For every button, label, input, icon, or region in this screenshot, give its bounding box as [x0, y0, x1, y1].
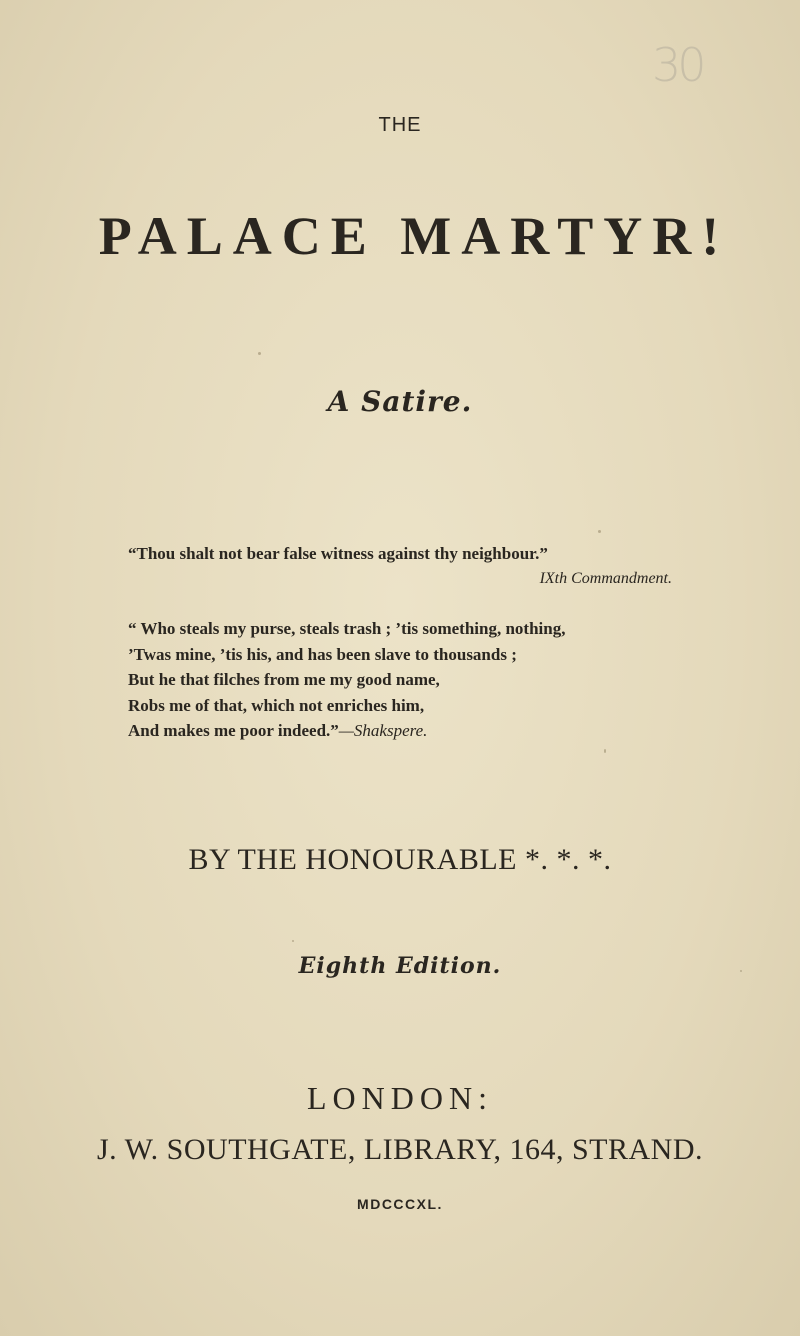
paper-speck: [740, 970, 742, 972]
edition-statement: Eighth Edition.: [298, 953, 502, 979]
epigraph-commandment-source: IXth Commandment.: [539, 570, 672, 587]
epigraph-line: “ Who steals my purse, steals trash ; ’tis something, nothing,: [128, 619, 566, 638]
paper-speck: [598, 530, 601, 533]
paper-speck: [604, 749, 606, 753]
epigraph-line: But he that filches from me my good name,: [128, 670, 440, 689]
imprint-date: MDCCCXL.: [357, 1196, 443, 1212]
heading-the: THE: [378, 114, 422, 136]
pencil-mark: 30: [652, 38, 703, 92]
paper-speck: [292, 940, 294, 942]
epigraph-shakespeare-source: —Shakspere.: [338, 721, 428, 740]
imprint-city: LONDON:: [307, 1080, 493, 1116]
paper-speck: [258, 352, 261, 355]
epigraph-shakespeare: [128, 616, 565, 744]
epigraph-commandment: “Thou shalt not bear false witness against thy neighbour.”: [128, 544, 548, 563]
book-subtitle: A Satire.: [327, 385, 473, 418]
epigraph-line: Robs me of that, which not enriches him,: [128, 695, 425, 715]
book-title: PALACE MARTYR!: [98, 206, 730, 266]
epigraph-line-last: [128, 718, 565, 744]
epigraph-line: ’Twas mine, ’tis his, and has been slave to thousands ;: [128, 644, 517, 664]
imprint-publisher: J. W. SOUTHGATE, LIBRARY, 164, STRAND.: [96, 1133, 704, 1166]
author-line: BY THE HONOURABLE *. *. *.: [188, 843, 612, 876]
epigraph-line-text: And makes me poor indeed.”: [128, 721, 339, 740]
